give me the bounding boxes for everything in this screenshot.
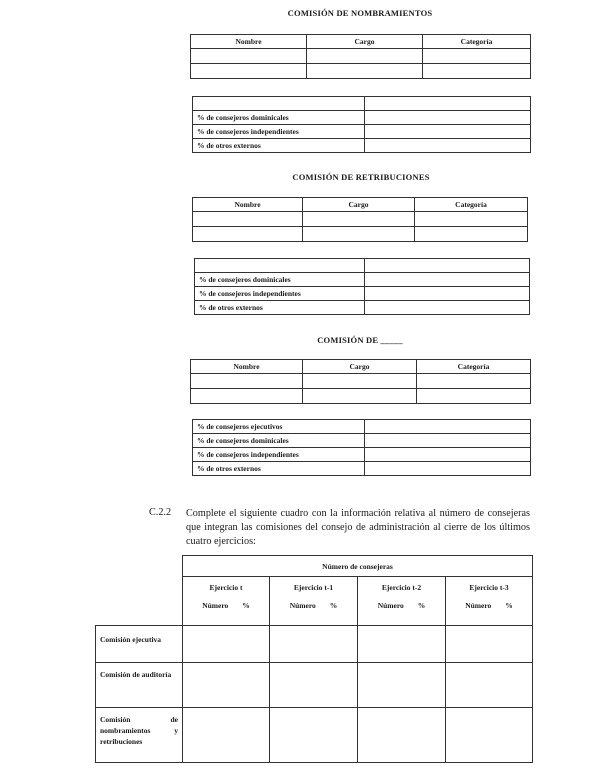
stat-label: % de consejeros ejecutivos [193,420,365,434]
period-subheaders [362,601,441,610]
sub-number: Número [465,601,492,610]
table-row [193,111,531,125]
period-label: Ejercicio t [209,583,243,592]
period-subheaders [450,601,528,610]
period-label: Ejercicio t-3 [469,583,509,592]
sub-pct: % [242,601,250,610]
table-row [96,663,533,708]
stats-table-retribuciones [194,258,530,315]
stat-label: % de otros externos [195,301,365,315]
period-label: Ejercicio t-1 [293,583,334,592]
stats-table-nombramientos [192,96,531,153]
table-row [193,212,528,227]
header-cargo: Cargo [303,360,417,374]
header-cargo: Cargo [303,198,415,212]
section-title-nombramientos: COMISIÓN DE NOMBRAMIENTOS [287,8,433,18]
sub-number: Número [289,601,316,610]
table-row [193,97,531,111]
period-header [270,577,358,626]
period-header [183,577,270,626]
table-row [195,301,530,315]
header-categoria: Categoría [423,35,531,49]
sub-pct: % [417,601,426,610]
stat-label: % de consejeros independientes [195,287,365,301]
period-header [358,577,446,626]
stats-table-comision [192,419,531,476]
section-title-comision: COMISIÓN DE _____ [317,335,403,345]
stat-label: % de consejeros independientes [193,448,365,462]
table-row [191,64,531,79]
question-number: C.2.2 [149,507,172,518]
row-label: Comisión ejecutiva [96,626,183,663]
members-table-comision [190,359,531,404]
table-row [191,49,531,64]
header-nombre: Nombre [191,35,307,49]
stat-label: % de consejeros dominicales [195,273,365,287]
header-nombre: Nombre [193,198,303,212]
table-row [96,626,533,663]
table-row [195,287,530,301]
table-row [195,273,530,287]
period-label: Ejercicio t-2 [381,583,422,592]
table-row [193,420,531,434]
period-subheaders [274,601,353,610]
table-row [193,139,531,153]
stat-label: % de consejeros dominicales [193,111,365,125]
consejeras-table [95,555,533,763]
table-row [193,462,531,476]
table-row [195,259,530,273]
question-text: Complete el siguiente cuadro con la información relativa al número de consejeras que integran las comisiones del consejo de administración al cierre de los últimos cuatro ejercicios: [186,508,530,547]
table-row [193,125,531,139]
table-row [96,708,533,763]
header-nombre: Nombre [191,360,303,374]
period-header [446,577,533,626]
stat-label: % de otros externos [193,139,365,153]
section-title-retribuciones: COMISIÓN DE RETRIBUCIONES [292,172,430,182]
members-table-nombramientos [190,34,531,79]
header-cargo: Cargo [307,35,423,49]
header-categoria: Categoría [415,198,528,212]
stat-label: % de consejeros independientes [193,125,365,139]
header-categoria: Categoría [417,360,531,374]
sub-pct: % [505,601,513,610]
table-row [193,227,528,242]
blank-corner [96,577,183,626]
members-table-retribuciones [192,197,528,242]
table-row [191,374,531,389]
sub-number: Número [377,601,404,610]
table-row [191,389,531,404]
group-header: Número de consejeras [183,556,533,577]
row-label: Comisión de nombramientos y retribuciones [96,708,183,763]
blank-corner [96,556,183,577]
stat-label: % de consejeros dominicales [193,434,365,448]
stat-label: % de otros externos [193,462,365,476]
table-row [193,434,531,448]
row-label: Comisión de auditoría [96,663,183,708]
table-row [193,448,531,462]
period-subheaders [187,601,265,610]
sub-number: Número [202,601,229,610]
sub-pct: % [329,601,338,610]
